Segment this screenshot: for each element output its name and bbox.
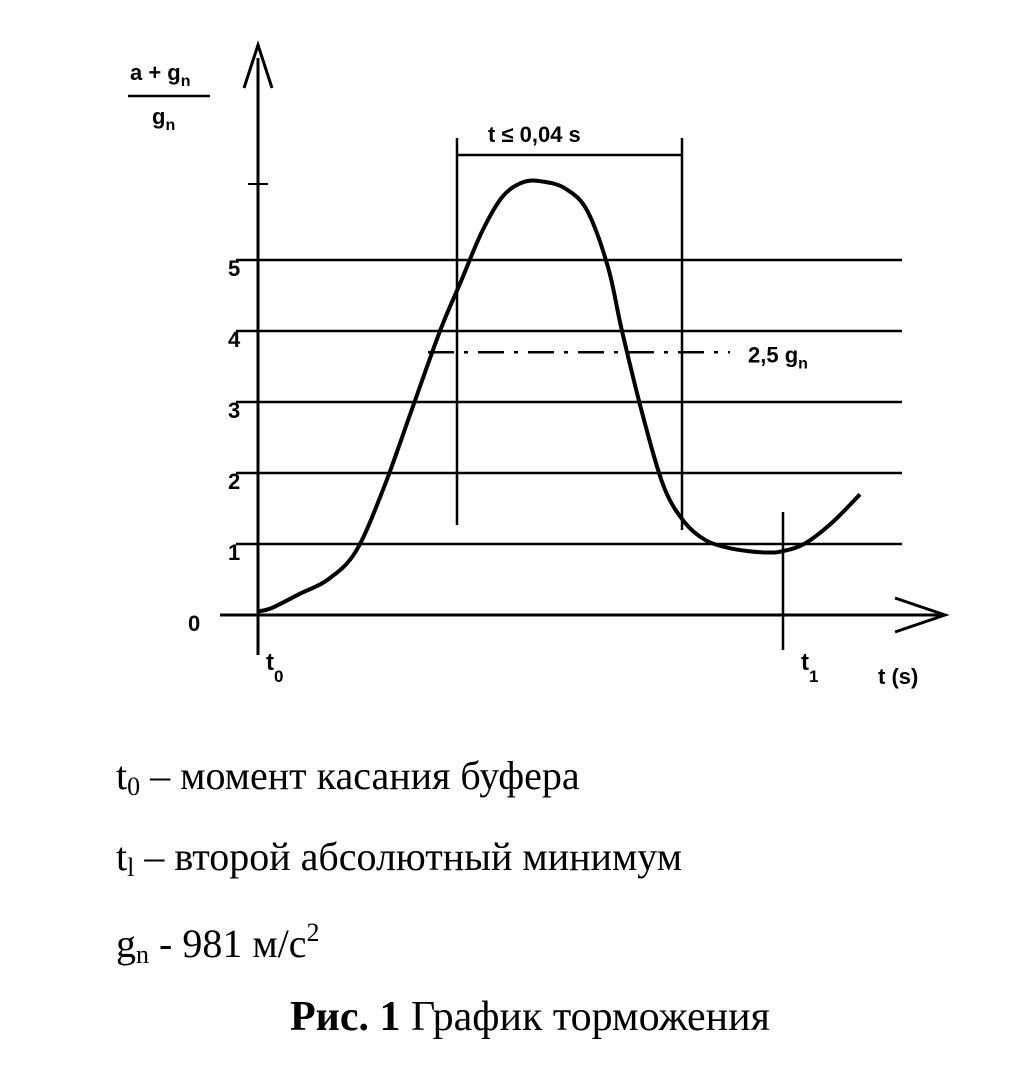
- legend-gn: [116, 918, 320, 970]
- y-tick-label: 0: [188, 611, 201, 636]
- legend-t1: [116, 833, 682, 883]
- legend-t0-symbol: t: [116, 753, 128, 798]
- y-tick-label: 4: [228, 327, 241, 352]
- x-marker-label: $t_0$: [266, 649, 284, 686]
- x-axis-label: t (s): [878, 664, 919, 689]
- y-axis-label: [128, 60, 210, 134]
- y-ticks: [188, 256, 258, 636]
- svg-text:gn: [152, 104, 175, 134]
- axes: [220, 45, 945, 655]
- x-markers: [266, 512, 818, 686]
- interval-label: t ≤ 0,04 s: [488, 122, 581, 147]
- threshold: [428, 342, 808, 372]
- legend-gn-symbol: g: [116, 921, 136, 966]
- gridlines: [258, 260, 902, 544]
- y-tick-label: 5: [228, 256, 241, 281]
- y-tick-label: 2: [228, 469, 241, 494]
- legend-t1-symbol: t: [116, 834, 128, 879]
- legend-t0-sub: 0: [127, 772, 141, 801]
- y-tick-label: 1: [228, 540, 241, 565]
- legend-t1-text: – второй абсолютный минимум: [134, 834, 683, 879]
- figure-caption: [290, 993, 770, 1041]
- legend-gn-sup: 2: [306, 918, 320, 947]
- threshold-label: 2,5 $g_n$: [748, 342, 808, 373]
- series-line: [258, 181, 860, 612]
- series: [258, 181, 860, 612]
- y-label-denominator-sub: n: [165, 117, 176, 134]
- y-label-numerator-sub: n: [180, 73, 191, 90]
- figure-caption-title: График торможения: [400, 994, 770, 1040]
- x-marker-label: $t_1$: [801, 649, 819, 686]
- legend-t0: [116, 752, 580, 802]
- y-label-numerator: a + g: [130, 60, 181, 85]
- y-tick-label: 3: [228, 398, 241, 423]
- legend-t0-text: – момент касания буфера: [140, 753, 580, 798]
- svg-text:a + gn: [130, 60, 191, 90]
- legend-t1-sub: l: [127, 853, 135, 882]
- legend-gn-text: - 981 м/с: [149, 921, 307, 966]
- figure-caption-label: Рис. 1: [290, 994, 401, 1040]
- legend-gn-sub: n: [136, 940, 149, 969]
- interval-annotation: [457, 122, 682, 530]
- y-label-denominator: g: [152, 104, 166, 129]
